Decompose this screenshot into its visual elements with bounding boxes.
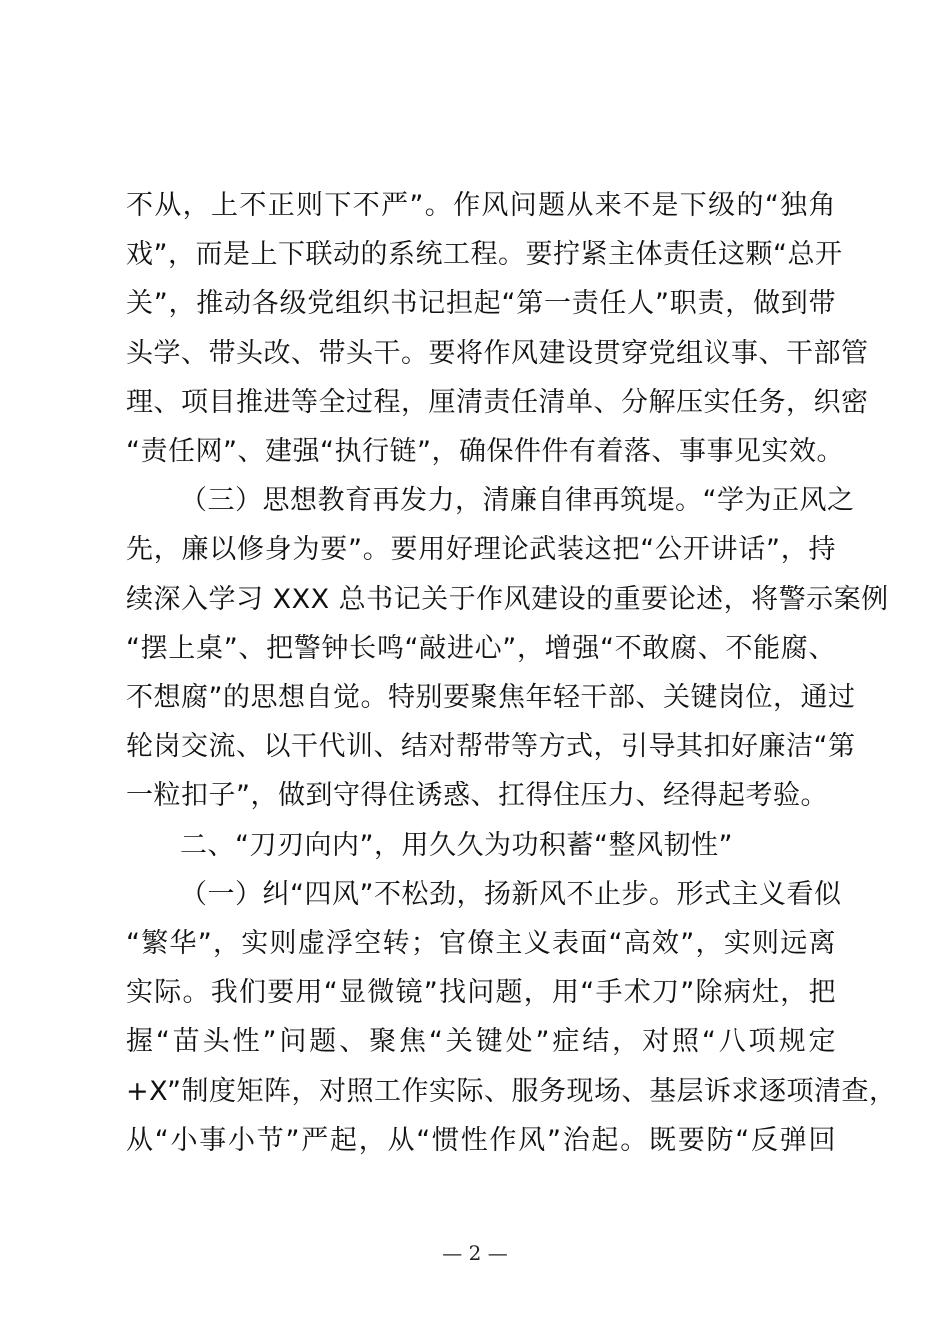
text-line: 握“苗头性”问题、聚焦“关键处”症结，对照“八项规定 — [126, 1026, 836, 1057]
text-line: 一粒扣子”，做到守得住诱惑、扛得住压力、经得起考验。 — [126, 780, 828, 811]
text-line: “繁华”，实则虚浮空转；官僚主义表面“高效”，实则远离 — [126, 928, 836, 959]
text-line: 不从，上不正则下不严”。作风问题从来不是下级的“独角 — [126, 190, 836, 221]
text-line: “责任网”、建强“执行链”，确保件件有着落、事事见实效。 — [126, 436, 844, 467]
text-line: 轮岗交流、以干代训、结对帮带等方式，引导其扣好廉洁“第 — [126, 731, 856, 762]
text-line: 关”，推动各级党组织书记担起“第一责任人”职责，做到带 — [126, 288, 836, 319]
text-line: 理、项目推进等全过程，厘清责任清单、分解压实任务，织密 — [126, 387, 869, 418]
text-line: “摆上桌”、把警钟长鸣“敲进心”，增强“不敢腐、不能腐、 — [126, 633, 836, 664]
text-line: +X”制度矩阵，对照工作实际、服务现场、基层诉求逐项清查， — [126, 1076, 897, 1107]
text-line: 实际。我们要用“显微镜”找问题，用“手术刀”除病灶，把 — [126, 977, 836, 1008]
text-line: 戏”，而是上下联动的系统工程。要拧紧主体责任这颗“总开 — [126, 239, 843, 270]
text-line: 二、“刀刃向内”，用久久为功积蓄“整风韧性” — [180, 830, 733, 861]
text-line: 续深入学习 XXX 总书记关于作风建设的重要论述，将警示案例 — [126, 584, 889, 615]
text-line: （一）纠“四风”不松劲，扬新风不止步。形式主义看似 — [180, 879, 842, 910]
text-line: 头学、带头改、带头干。要将作风建设贯穿党组议事、干部管 — [126, 338, 869, 369]
page-number: — 2 — — [442, 1241, 508, 1265]
text-line: 从“小事小节”严起，从“惯性作风”治起。既要防“反弹回 — [126, 1125, 836, 1156]
text-line: 先，廉以修身为要”。要用好理论武装这把“公开讲话”，持 — [126, 534, 836, 565]
text-line: 不想腐”的思想自觉。特别要聚焦年轻干部、关键岗位，通过 — [126, 682, 856, 713]
text-line: （三）思想教育再发力，清廉自律再筑堤。“学为正风之 — [180, 485, 855, 516]
